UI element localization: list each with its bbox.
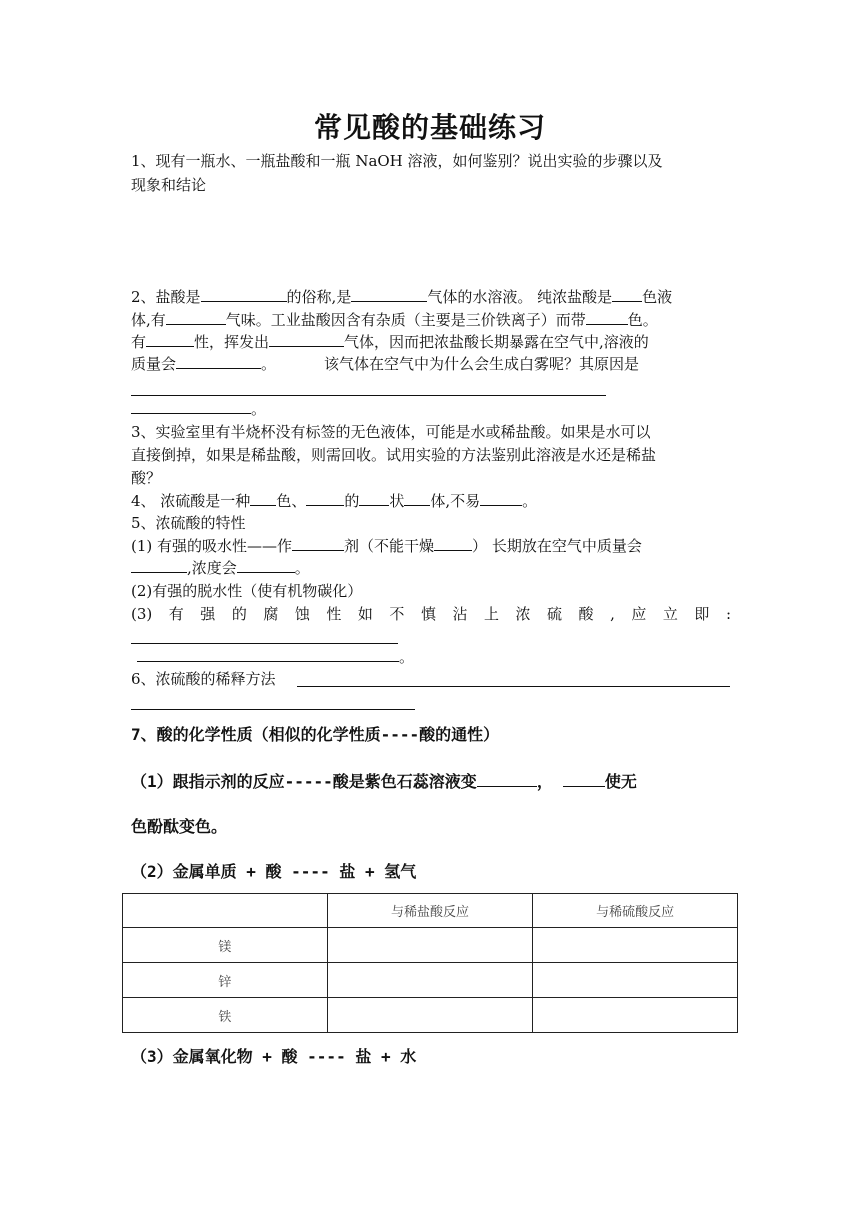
table-row	[123, 963, 738, 998]
answer-blank[interactable]	[269, 331, 344, 347]
table-header-cell: 与稀硫酸反应	[533, 894, 738, 928]
answer-blank[interactable]	[563, 771, 605, 787]
answer-blank[interactable]	[477, 771, 537, 787]
table-row	[123, 998, 738, 1033]
answer-blank[interactable]	[306, 490, 344, 506]
answer-blank[interactable]	[404, 490, 430, 506]
answer-line[interactable]	[131, 395, 606, 396]
answer-blank[interactable]	[351, 286, 427, 302]
table-cell-metal: 锌	[123, 963, 328, 998]
q5-heading: 5、浓硫酸的特性	[131, 514, 246, 532]
q1-line2: 现象和结论	[131, 176, 207, 194]
page-title: 常见酸的基础练习	[313, 111, 546, 144]
answer-blank[interactable]	[176, 353, 261, 369]
answer-line[interactable]	[131, 709, 415, 710]
table-cell-answer[interactable]	[327, 998, 533, 1033]
answer-blank[interactable]	[434, 535, 472, 551]
answer-blank[interactable]	[137, 646, 399, 662]
table-cell-answer[interactable]	[327, 963, 533, 998]
reaction-table	[122, 893, 738, 1033]
q7-p3: （3）金属氧化物 + 酸 ---- 盐 + 水	[131, 1047, 417, 1066]
q5-line6: 。	[131, 646, 731, 668]
q7-heading: 7、酸的化学性质（相似的化学性质----酸的通性）	[131, 725, 500, 744]
q7-p2: （2）金属单质 + 酸 ---- 盐 + 氢气	[131, 862, 417, 881]
q7-p1-line2: 色酚酞变色。	[131, 817, 228, 836]
table-cell-answer[interactable]	[533, 963, 738, 998]
q5-line2: ,浓度会 。	[131, 557, 731, 579]
q5-line1: (1) 有强的吸水性——作 剂（不能干燥 ） 长期放在空气中质量会	[131, 537, 642, 555]
answer-blank[interactable]	[292, 535, 344, 551]
table-cell-metal: 铁	[123, 998, 328, 1033]
q7-p1-line1: （1）跟指示剂的反应-----酸是紫色石蕊溶液变 ， 使无	[131, 772, 637, 791]
q4-line: 4、 浓硫酸是一种 色、 的 状 体,不易 。	[131, 492, 538, 510]
answer-line[interactable]	[297, 686, 730, 687]
answer-blank[interactable]	[612, 286, 642, 302]
q2-line3: 有 性，挥发出 气体，因而把浓盐酸长期暴露在空气中,溶液的	[131, 333, 649, 351]
table-cell-answer[interactable]	[533, 998, 738, 1033]
table-cell-metal: 镁	[123, 928, 328, 963]
answer-line[interactable]	[131, 643, 398, 644]
table-header-cell: 与稀盐酸反应	[327, 894, 533, 928]
answer-blank[interactable]	[146, 331, 194, 347]
q5-line3: (2)有强的脱水性（使有机物碳化）	[131, 582, 363, 600]
q6-line: 6、浓硫酸的稀释方法	[131, 670, 276, 688]
table-header-cell	[123, 894, 328, 928]
q3-line1: 3、实验室里有半烧杯没有标签的无色液体，可能是水或稀盐酸。如果是水可以	[131, 423, 651, 441]
answer-blank[interactable]	[359, 490, 389, 506]
table-row	[123, 928, 738, 963]
q3-line2: 直接倒掉，如果是稀盐酸，则需回收。试用实验的方法鉴别此溶液是水还是稀盐	[131, 446, 657, 464]
answer-blank[interactable]	[586, 309, 628, 325]
answer-blank[interactable]	[131, 557, 187, 573]
answer-blank[interactable]	[166, 309, 226, 325]
q2-line1: 2、盐酸是 的俗称,是 气体的水溶液。 纯浓盐酸是 色液	[131, 288, 673, 306]
q2-line6: 。	[131, 398, 731, 420]
answer-blank[interactable]	[480, 490, 522, 506]
q2-line4: 质量会 。 该气体在空气中为什么会生成白雾呢？其原因是	[131, 355, 640, 373]
q3-line3: 酸？	[131, 469, 162, 487]
table-header-row	[123, 894, 738, 928]
answer-blank[interactable]	[201, 286, 287, 302]
q5-line4: (3)有强的腐蚀性如不慎沾上浓硫酸,应立即:	[131, 605, 731, 623]
q2-line2: 体,有 气味。工业盐酸因含有杂质（主要是三价铁离子）而带 色。	[131, 311, 658, 329]
table-cell-answer[interactable]	[327, 928, 533, 963]
table-cell-answer[interactable]	[533, 928, 738, 963]
answer-blank[interactable]	[237, 557, 295, 573]
q1-line1: 1、现有一瓶水、一瓶盐酸和一瓶 NaOH 溶液，如何鉴别？说出实验的步骤以及	[131, 152, 663, 170]
answer-blank[interactable]	[250, 490, 276, 506]
answer-blank[interactable]	[131, 398, 251, 414]
